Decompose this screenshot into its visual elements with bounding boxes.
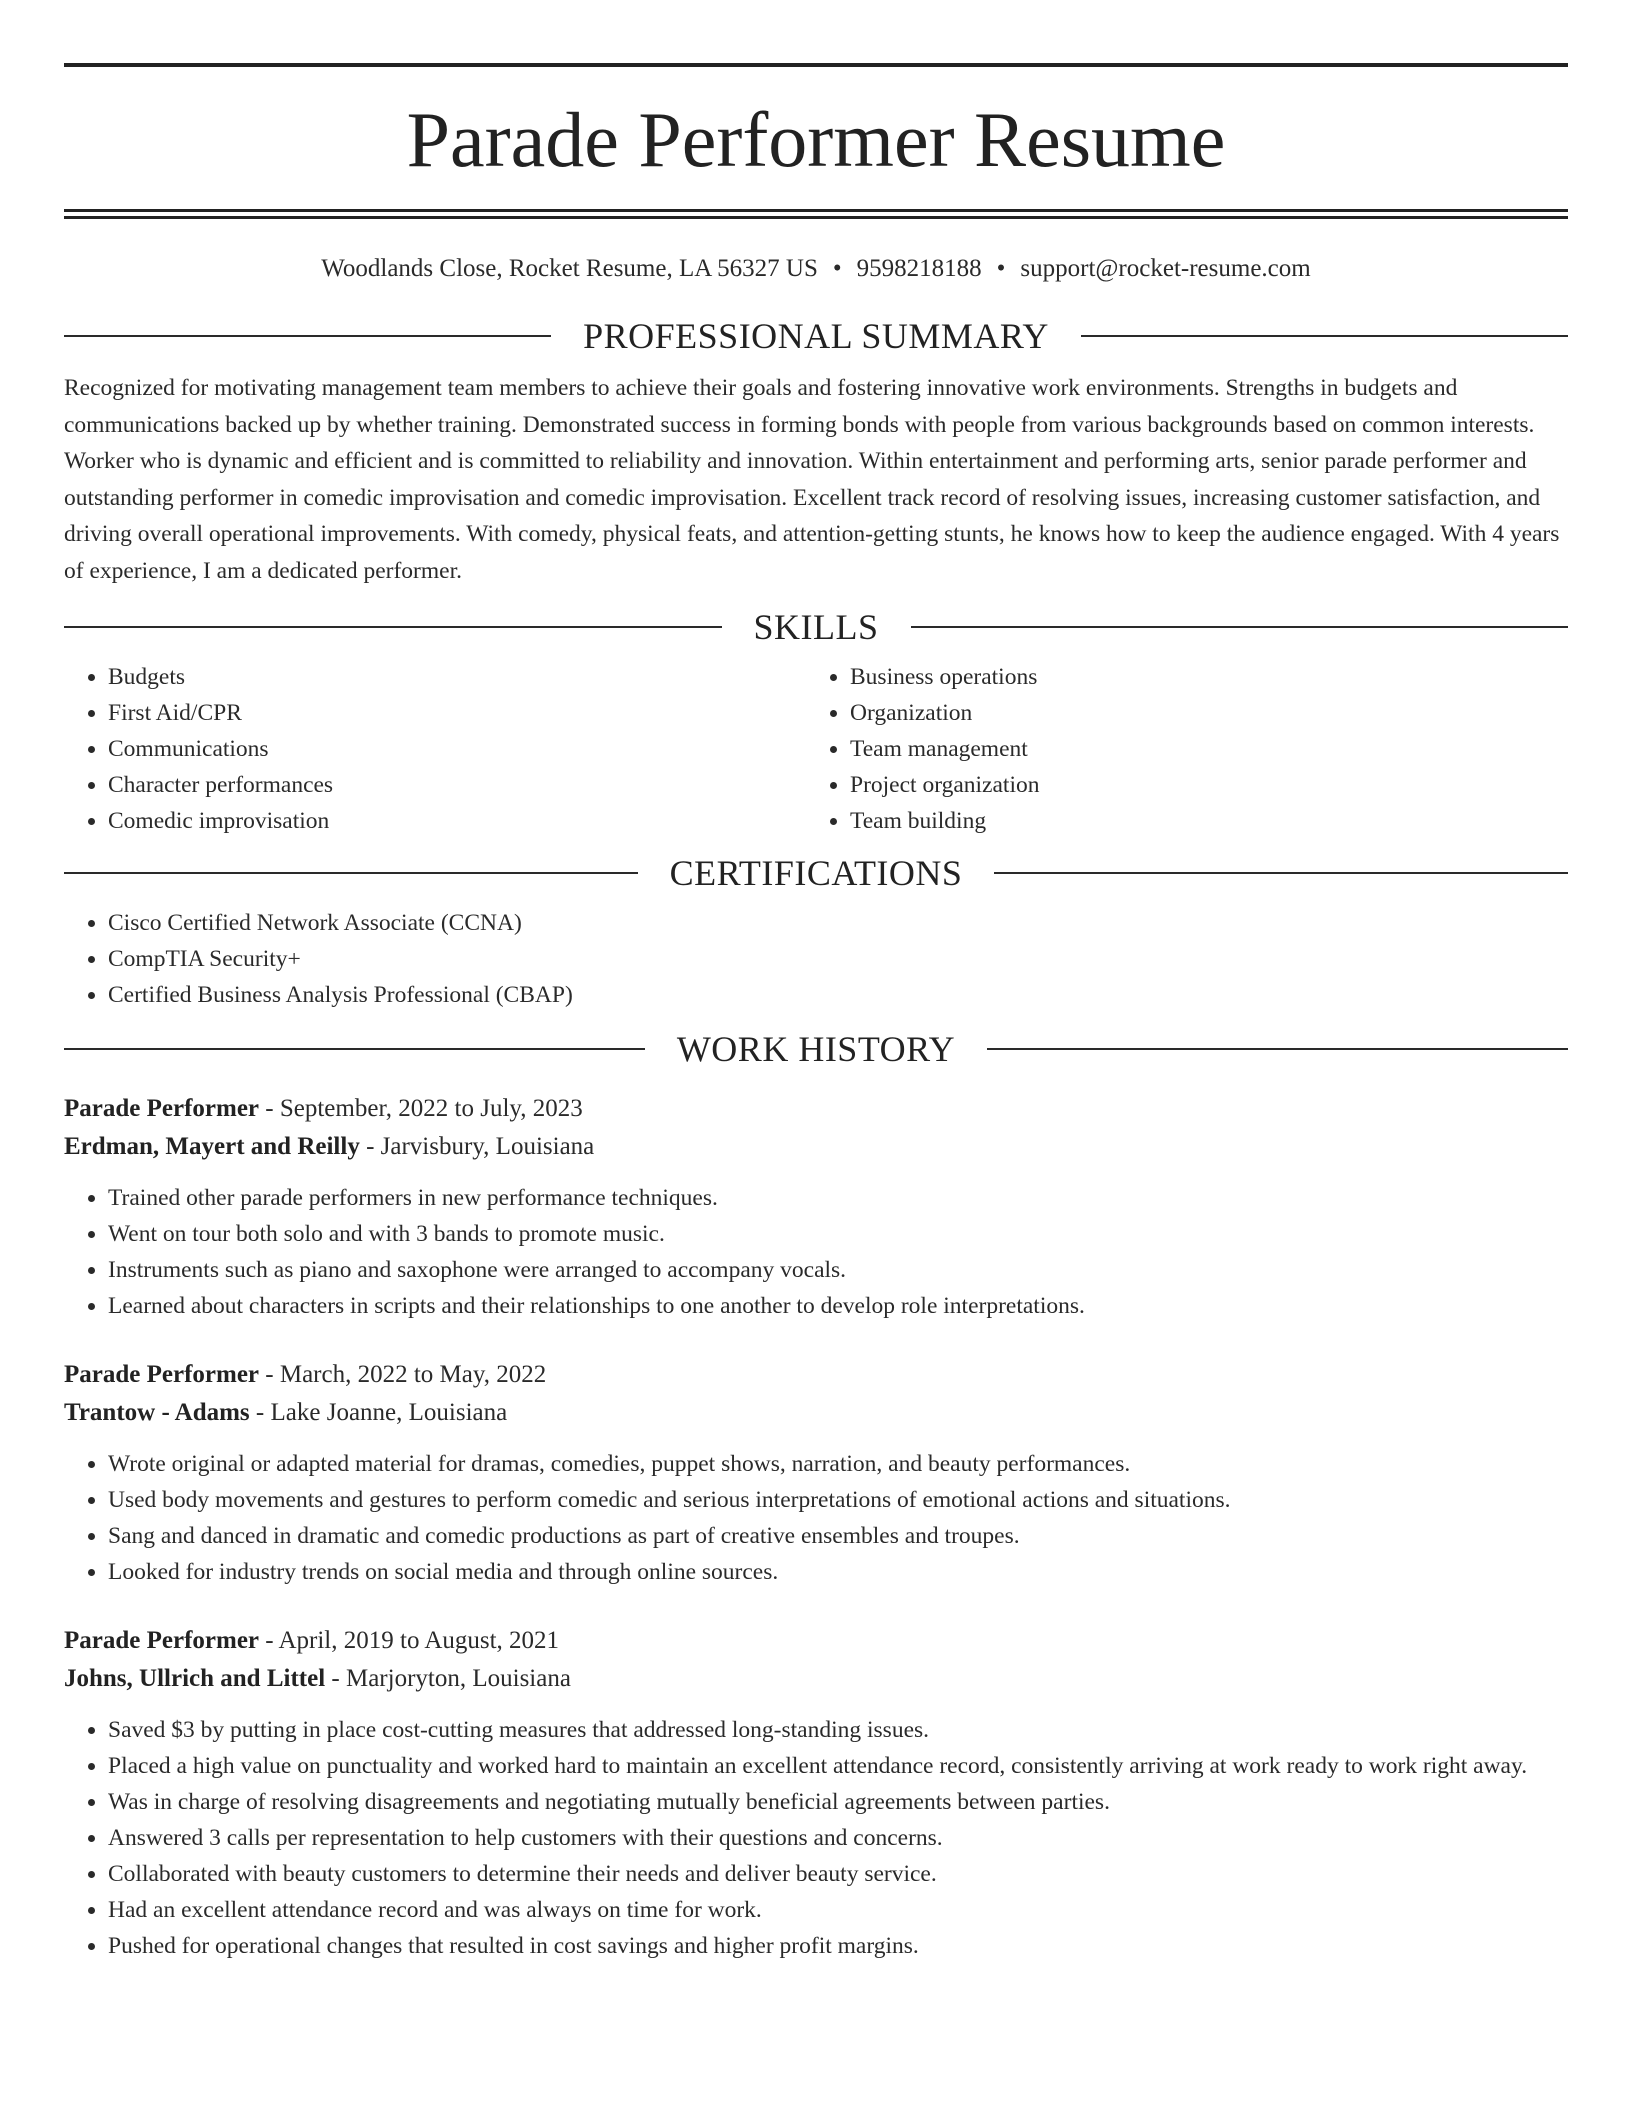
job-bullet: • Wrote original or adapted material for dramas, comedies, puppet shows, narration, and beauty performances. — [108, 1446, 1568, 1482]
job-title: Parade Performer — [64, 1627, 260, 1654]
job-company: Erdman, Mayert and Reilly — [64, 1133, 360, 1160]
job-bullet: • Placed a high value on punctuality and worked hard to maintain an excellent attendance record, consistently arriving at work ready to work right away. — [108, 1748, 1568, 1784]
skill-item: • First Aid/CPR — [108, 695, 806, 731]
job-title-line — [64, 1090, 1568, 1128]
certifications-list — [64, 905, 1568, 1013]
job-company-line — [64, 1394, 1568, 1432]
job-bullet: • Had an excellent attendance record and was always on time for work. — [108, 1892, 1568, 1928]
job-title-line — [64, 1622, 1568, 1660]
skill-item: • Organization — [850, 695, 1548, 731]
skills-column-left — [64, 659, 806, 839]
job-bullet: • Trained other parade performers in new performance techniques. — [108, 1180, 1568, 1216]
skill-item: • Communications — [108, 731, 806, 767]
skills-section-heading — [64, 607, 1568, 647]
contact-phone: 9598218188 — [856, 255, 982, 282]
job-bullet: • Used body movements and gestures to perform comedic and serious interpretations of emotional actions and situations. — [108, 1482, 1568, 1518]
job-bullets — [64, 1180, 1568, 1324]
skill-item: • Comedic improvisation — [108, 803, 806, 839]
heading-rule-right — [987, 1048, 1568, 1050]
job-bullet: • Saved $3 by putting in place cost-cutting measures that addressed long-standing issues. — [108, 1712, 1568, 1748]
job-location: - Lake Joanne, Louisiana — [249, 1399, 508, 1426]
job-dates: - April, 2019 to August, 2021 — [259, 1627, 560, 1654]
skills-columns — [64, 659, 1568, 839]
heading-rule-left — [64, 872, 638, 874]
heading-rule-left — [64, 1048, 645, 1050]
skill-item: • Team management — [850, 731, 1548, 767]
contact-separator: • — [996, 255, 1006, 282]
certifications-section-heading — [64, 853, 1568, 893]
job-entry — [64, 1090, 1568, 1324]
resume-page — [64, 0, 1568, 1964]
heading-rule-right — [911, 626, 1569, 628]
job-location: - Jarvisbury, Louisiana — [359, 1133, 595, 1160]
job-bullets — [64, 1446, 1568, 1590]
contact-line — [64, 254, 1568, 284]
heading-rule-left — [64, 335, 551, 337]
heading-rule-left — [64, 626, 722, 628]
job-dates: - March, 2022 to May, 2022 — [259, 1361, 547, 1388]
skill-item: • Business operations — [850, 659, 1548, 695]
job-title-line — [64, 1356, 1568, 1394]
job-company-line — [64, 1128, 1568, 1166]
skill-item: • Project organization — [850, 767, 1548, 803]
summary-section-heading — [64, 316, 1568, 356]
job-bullet: • Pushed for operational changes that resulted in cost savings and higher profit margins. — [108, 1928, 1568, 1964]
summary-paragraph: Recognized for motivating management team members to achieve their goals and fostering innovative work environments. Strengths in budgets and communications backed up by whether training. Demonstrated success in forming bonds with people from various backgrounds based on common interests. Worker who is dynamic and efficient and is committed to reliability and innovation. Within entertainment and performing arts, senior parade performer and outstanding performer in comedic improvisation and comedic improvisation. Excellent track record of resolving issues, increasing customer satisfaction, and driving overall operational improvements. With comedy, physical feats, and attention-getting stunts, he knows how to keep the audience engaged. With 4 years of experience, I am a dedicated performer. — [64, 375, 1560, 584]
skills-column-right — [806, 659, 1548, 839]
job-location: - Marjoryton, Louisiana — [325, 1665, 571, 1692]
job-bullet: • Sang and danced in dramatic and comedic productions as part of creative ensembles and troupes. — [108, 1518, 1568, 1554]
job-bullet: • Instruments such as piano and saxophone were arranged to accompany vocals. — [108, 1252, 1568, 1288]
job-dates: - September, 2022 to July, 2023 — [259, 1095, 583, 1122]
skill-item: • Budgets — [108, 659, 806, 695]
page-title: Parade Performer Resume — [406, 96, 1226, 183]
certifications-heading-label: CERTIFICATIONS — [669, 853, 963, 893]
job-bullets — [64, 1712, 1568, 1964]
skill-item: • Team building — [850, 803, 1548, 839]
contact-separator: • — [832, 255, 842, 282]
job-bullet: • Collaborated with beauty customers to determine their needs and deliver beauty service. — [108, 1856, 1568, 1892]
certification-item: • Cisco Certified Network Associate (CCNA) — [108, 905, 1568, 941]
work-history-section-heading — [64, 1029, 1568, 1069]
job-title: Parade Performer — [64, 1095, 260, 1122]
job-bullet: • Looked for industry trends on social media and through online sources. — [108, 1554, 1568, 1590]
work-history-heading-label: WORK HISTORY — [676, 1029, 956, 1069]
skill-item: • Character performances — [108, 767, 806, 803]
job-entry — [64, 1356, 1568, 1590]
job-bullet: • Was in charge of resolving disagreements and negotiating mutually beneficial agreements between parties. — [108, 1784, 1568, 1820]
job-company: Johns, Ullrich and Littel — [64, 1665, 326, 1692]
certification-item: • Certified Business Analysis Professional (CBAP) — [108, 977, 1568, 1013]
contact-address: Woodlands Close, Rocket Resume, LA 56327 US — [321, 255, 818, 282]
job-entry — [64, 1622, 1568, 1964]
job-bullet: • Answered 3 calls per representation to help customers with their questions and concerns. — [108, 1820, 1568, 1856]
title-bottom-double-rule — [64, 209, 1568, 219]
heading-rule-right — [1081, 335, 1568, 337]
certification-item: • CompTIA Security+ — [108, 941, 1568, 977]
skills-heading-label: SKILLS — [753, 607, 879, 647]
job-company: Trantow - Adams — [64, 1399, 250, 1426]
job-company-line — [64, 1660, 1568, 1698]
summary-heading-label: PROFESSIONAL SUMMARY — [583, 316, 1049, 356]
job-bullet: • Went on tour both solo and with 3 bands to promote music. — [108, 1216, 1568, 1252]
heading-rule-right — [994, 872, 1568, 874]
job-bullet: • Learned about characters in scripts and their relationships to one another to develop role interpretations. — [108, 1288, 1568, 1324]
contact-email[interactable]: support@rocket-resume.com — [1020, 255, 1311, 282]
title-top-rule — [64, 63, 1568, 67]
job-title: Parade Performer — [64, 1361, 260, 1388]
